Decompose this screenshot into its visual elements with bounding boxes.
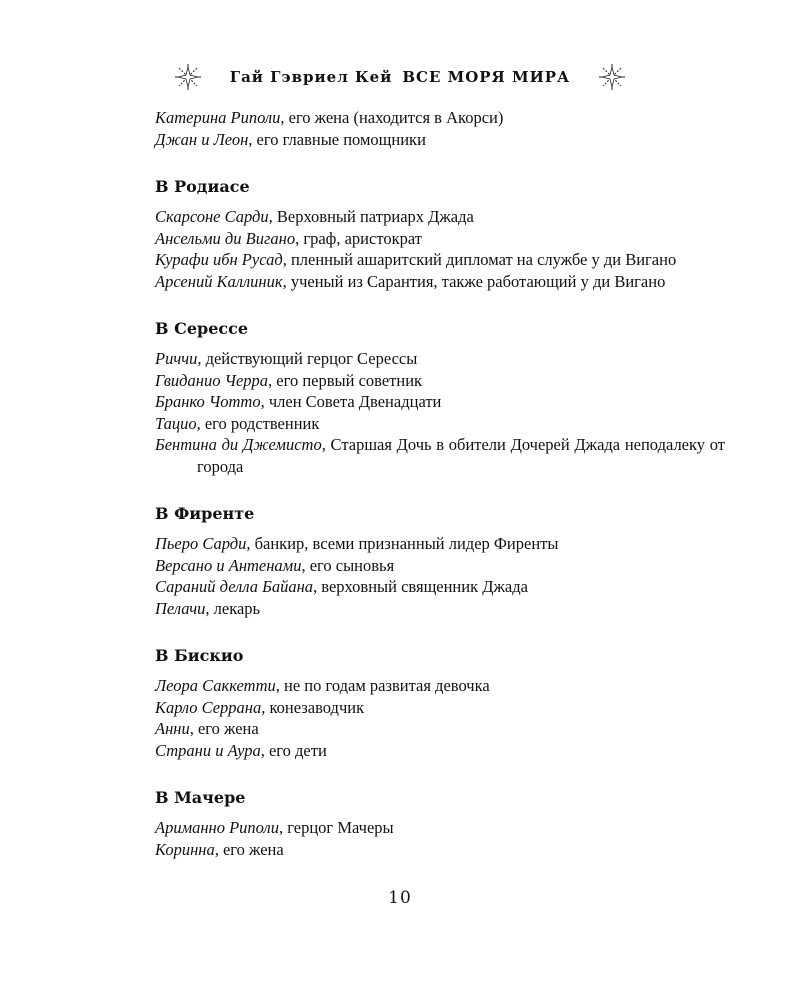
character-list bbox=[155, 107, 725, 860]
character-desc: , его жена (находится в Акорси) bbox=[280, 108, 504, 127]
character-name: Катерина Риполи bbox=[155, 108, 281, 127]
character-name: Бранко Чотто bbox=[155, 392, 261, 411]
character-name: Ансельми ди Вигано bbox=[155, 228, 296, 248]
character-name: Ариманно Риполи bbox=[155, 818, 279, 837]
character-desc: , действующий герцог Серессы bbox=[197, 349, 418, 368]
header-title bbox=[230, 68, 571, 86]
list-item bbox=[155, 839, 725, 861]
list-item bbox=[155, 533, 725, 555]
compass-star-icon bbox=[598, 63, 626, 91]
character-name: Пелачи bbox=[155, 598, 206, 618]
character-name: Коринна bbox=[155, 839, 215, 859]
character-name: Бентина ди Джемисто bbox=[155, 435, 322, 454]
character-name: Скарсоне Сарди bbox=[155, 207, 269, 226]
header-author: Гай Гэвриел Кей bbox=[229, 68, 393, 86]
list-item bbox=[155, 576, 725, 598]
list-item bbox=[155, 370, 725, 392]
section-heading: В Фиренте bbox=[155, 504, 255, 523]
list-item bbox=[155, 740, 725, 762]
list-item bbox=[155, 697, 725, 719]
character-desc: , член Совета Двенадцати bbox=[260, 392, 442, 411]
character-name: Сараний делла Байана bbox=[155, 577, 314, 596]
list-item bbox=[155, 718, 725, 740]
character-desc: , верховный священник Джада bbox=[313, 577, 528, 596]
character-desc: , его главные помощники bbox=[248, 129, 426, 149]
list-item bbox=[155, 129, 725, 151]
character-desc: , Старшая Дочь в обители Дочерей Джада неподалеку от города bbox=[197, 435, 726, 476]
character-desc: , граф, аристократ bbox=[295, 228, 422, 248]
character-name: Тацио bbox=[155, 413, 197, 433]
character-name: Версано и Антенами bbox=[155, 555, 302, 575]
character-desc: , его родственник bbox=[196, 413, 320, 433]
section-heading: В Родиасе bbox=[155, 177, 250, 196]
character-desc: , банкир, всеми признанный лидер Фиренты bbox=[246, 534, 559, 553]
character-name: Анни bbox=[155, 719, 190, 738]
character-desc: , Верховный патриарх Джада bbox=[268, 207, 474, 226]
list-item bbox=[155, 228, 725, 250]
character-name: Пьеро Сарди bbox=[155, 534, 247, 553]
character-name: Арсений Каллиник bbox=[155, 271, 283, 291]
character-desc: , ученый из Сарантия, также работающий у ди Вигано bbox=[282, 271, 666, 291]
character-desc: , конезаводчик bbox=[261, 697, 365, 717]
list-item bbox=[155, 555, 725, 577]
list-item bbox=[155, 271, 725, 293]
header-book-title: ВСЕ МОРЯ МИРА bbox=[402, 68, 571, 86]
list-item bbox=[155, 434, 725, 477]
character-name: Курафи ибн Русад bbox=[155, 250, 283, 269]
character-name: Риччи bbox=[155, 349, 198, 368]
character-desc: , его сыновья bbox=[301, 555, 395, 575]
character-desc: , его первый советник bbox=[268, 370, 423, 390]
section-heading: В Серессе bbox=[155, 319, 249, 338]
list-item bbox=[155, 348, 725, 370]
character-desc: , лекарь bbox=[205, 598, 261, 618]
list-item bbox=[155, 107, 725, 129]
character-desc: , пленный ашаритский дипломат на службе у ди Вигано bbox=[282, 250, 677, 269]
character-name: Гвиданио Черра bbox=[155, 370, 269, 390]
character-name: Страни и Аура bbox=[155, 740, 261, 760]
compass-star-icon bbox=[174, 63, 202, 91]
character-desc: , не по годам развитая девочка bbox=[275, 676, 490, 695]
list-item bbox=[155, 598, 725, 620]
list-item bbox=[155, 391, 725, 413]
running-header bbox=[0, 62, 800, 92]
character-desc: , герцог Мачеры bbox=[278, 818, 394, 837]
character-desc: , его жена bbox=[214, 839, 284, 859]
page-number: 10 bbox=[388, 888, 412, 908]
section-heading: В Мачере bbox=[155, 788, 246, 807]
character-name: Леора Саккетти bbox=[155, 676, 276, 695]
section-heading: В Бискио bbox=[155, 646, 244, 665]
list-item bbox=[155, 249, 725, 271]
character-name: Джан и Леон bbox=[155, 129, 249, 149]
list-item bbox=[155, 206, 725, 228]
list-item bbox=[155, 817, 725, 839]
list-item bbox=[155, 675, 725, 697]
character-desc: , его жена bbox=[189, 719, 259, 738]
list-item bbox=[155, 413, 725, 435]
character-name: Карло Серрана bbox=[155, 697, 262, 717]
character-desc: , его дети bbox=[260, 740, 327, 760]
